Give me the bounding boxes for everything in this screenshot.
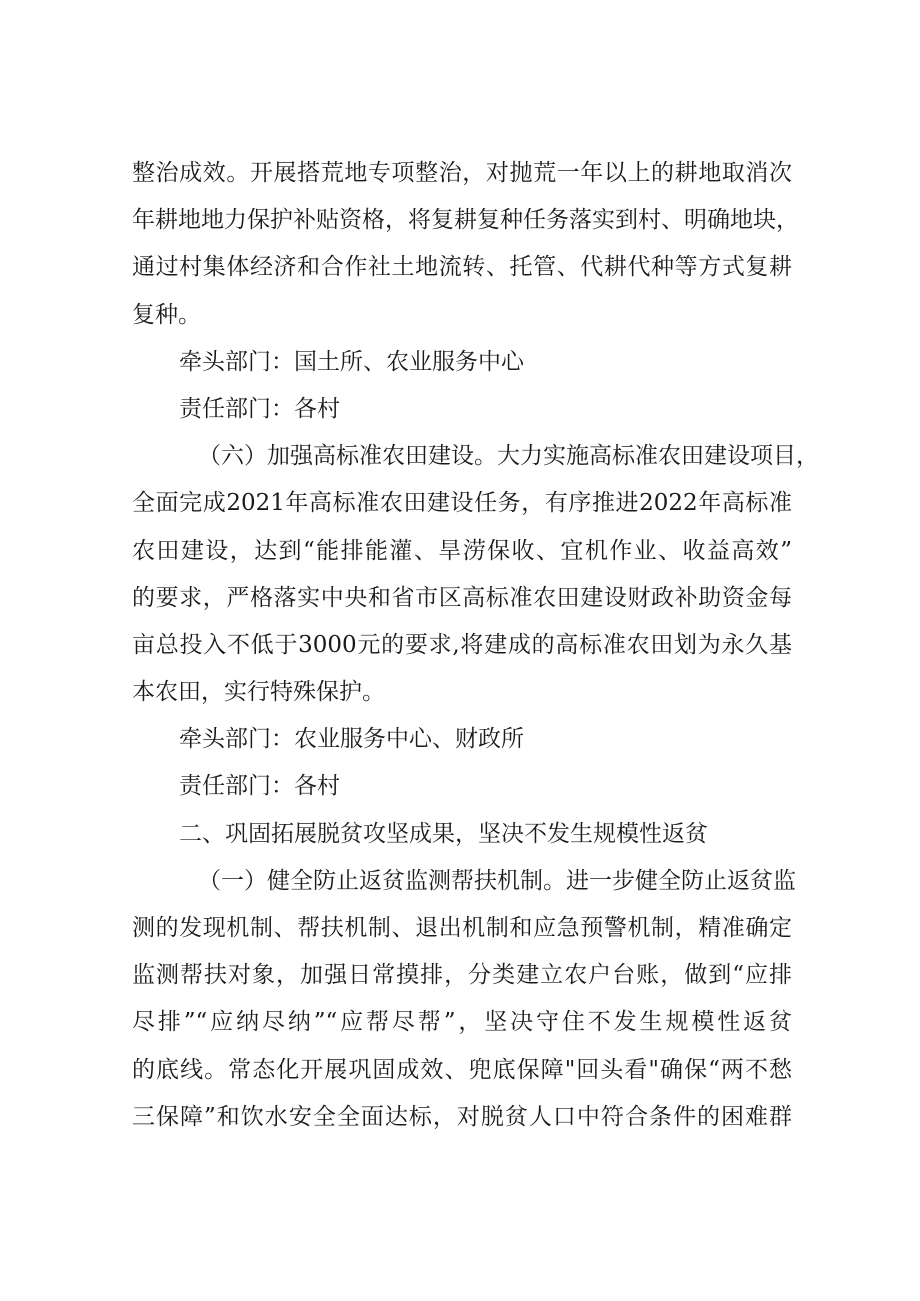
document-body <box>132 150 819 1141</box>
paragraph-line: 三保障”和饮水安全全面达标，对脱贫人口中符合条件的困难群 <box>132 1103 792 1130</box>
paragraph-line: 的底线。常态化开展巩固成效、兜底保障"回头看"确保“两不愁 <box>132 1056 792 1083</box>
section-heading-line: （六）加强高标准农田建设。大力实施高标准农田建设项目， <box>198 443 819 470</box>
lead-department-line: 牵头部门：农业服务中心、财政所 <box>179 726 524 753</box>
responsible-department-line: 责任部门：各村 <box>179 773 340 800</box>
chapter-heading-line: 二、巩固拓展脱贫攻坚成果，坚决不发生规模性返贫 <box>179 820 708 847</box>
paragraph-line: 全面完成2021年高标准农田建设任务，有序推进2022年高标准 <box>132 490 792 517</box>
paragraph-line: 复种。 <box>132 301 201 328</box>
paragraph-line: 的要求，严格落实中央和省市区高标准农田建设财政补助资金每 <box>132 584 792 611</box>
section-heading-line: （一）健全防止返贫监测帮扶机制。进一步健全防止返贫监 <box>198 867 796 894</box>
paragraph-line: 整治成效。开展搭荒地专项整治，对抛荒一年以上的耕地取消次 <box>132 160 792 186</box>
paragraph-line: 本农田，实行特殊保护。 <box>132 679 385 706</box>
lead-department-line: 牵头部门：国土所、农业服务中心 <box>179 348 524 375</box>
paragraph-line: 农田建设，达到“能排能灌、旱涝保收、宜机作业、收益高效” <box>132 537 792 564</box>
paragraph-line: 亩总投入不低于3000元的要求,将建成的高标准农田划为永久基 <box>132 631 792 658</box>
paragraph-line: 通过村集体经济和合作社土地流转、托管、代耕代种等方式复耕 <box>132 254 792 281</box>
paragraph-line: 年耕地地力保护补贴资格，将复耕复种任务落实到村、明确地块， <box>132 207 799 234</box>
paragraph-line: 尽排”“应纳尽纳”“应帮尽帮”，坚决守住不发生规模性返贫 <box>132 1009 792 1036</box>
paragraph-line: 监测帮扶对象，加强日常摸排，分类建立农户台账，做到“应排 <box>132 962 792 989</box>
responsible-department-line: 责任部门：各村 <box>179 395 340 422</box>
paragraph-line: 测的发现机制、帮扶机制、退出机制和应急预警机制，精准确定 <box>132 915 792 941</box>
